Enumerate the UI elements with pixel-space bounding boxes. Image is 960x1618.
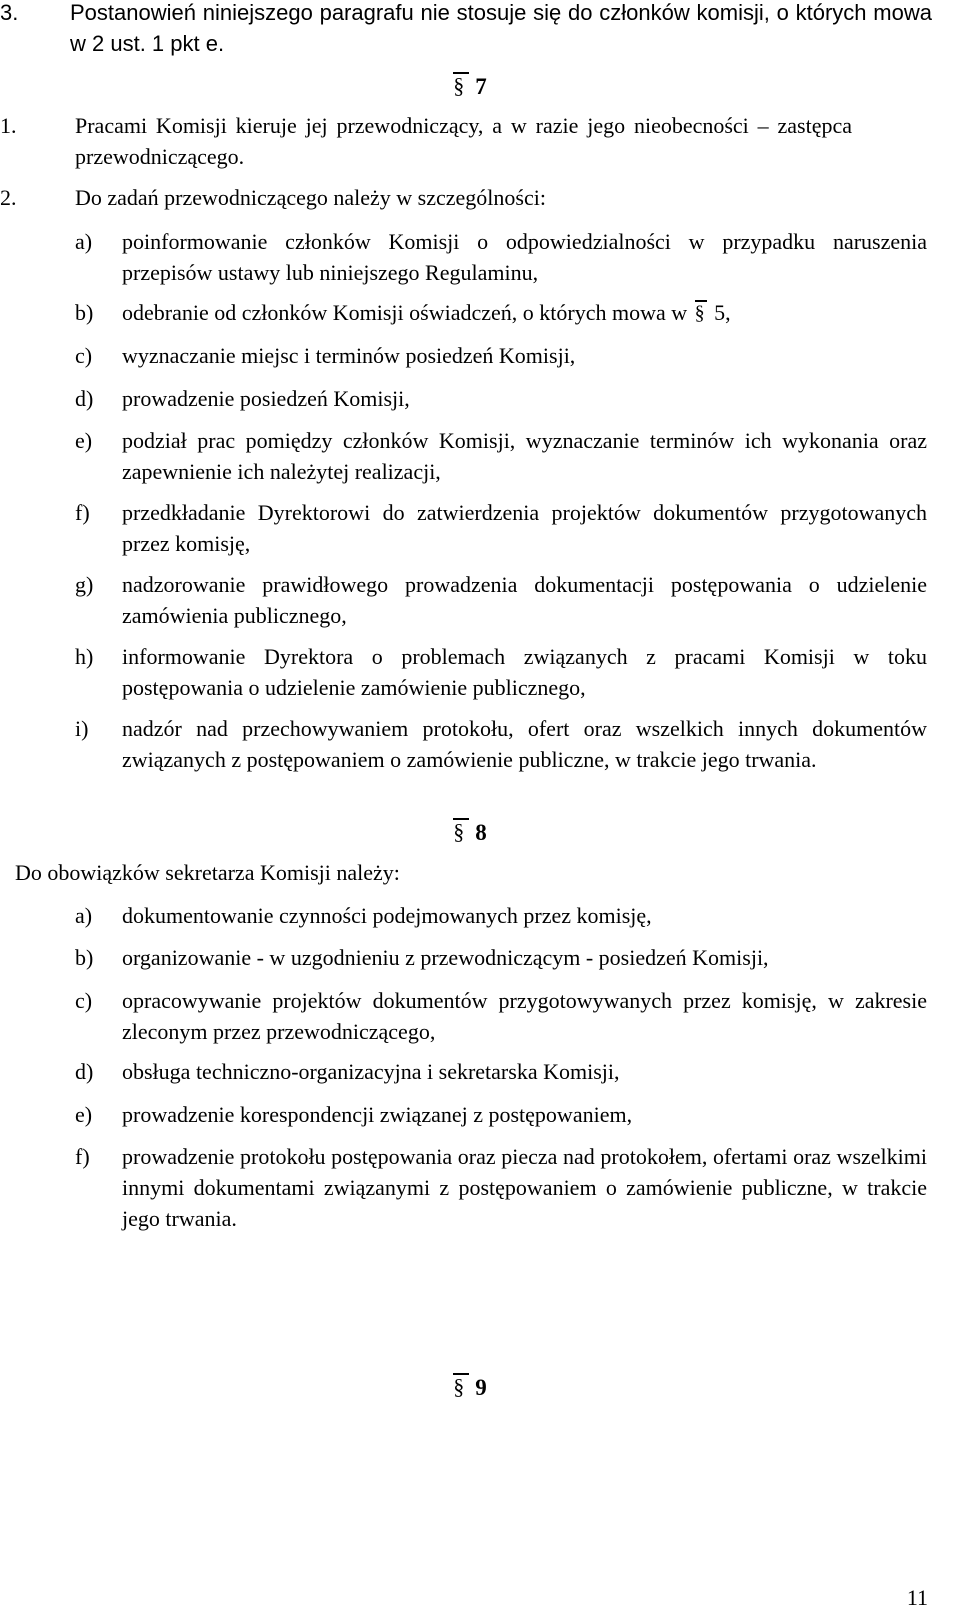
list-item [75,1099,927,1130]
list-item [75,226,927,288]
point-text: Do zadań przewodniczącego należy w szczególności: [75,185,546,210]
list-item [75,1141,927,1234]
item-text: prowadzenie protokołu postępowania oraz piecza nad protokołem, ofertami oraz wszelkimi innymi dokumentami związanymi z postępowaniem o zamówienie publiczne, w trakcie jego trwania. [122,1144,927,1231]
item-label: c) [75,988,93,1013]
point-1 [0,110,852,172]
point-text: Postanowień niniejszego paragrafu nie stosuje się do członków komisji, o których mowa w 2 ust. 1 pkt e. [70,0,932,56]
item-text: prowadzenie korespondencji związanej z postępowaniem, [122,1102,633,1127]
item-label: f) [75,1144,90,1169]
paragraph-icon [453,818,469,846]
item-label: e) [75,428,93,453]
list-item [75,383,927,414]
item-label: b) [75,300,94,325]
item-label: d) [75,1059,94,1084]
section-number: 8 [475,820,487,845]
section-intro: Do obowiązków sekretarza Komisji należy: [15,860,400,885]
paragraph-icon [695,300,707,324]
list-item [75,985,927,1047]
item-label: g) [75,572,94,597]
list-item [75,340,927,371]
list-item [75,713,927,775]
item-text: nadzorowanie prawidłowego prowadzenia dokumentacji postępowania o udzielenie zamówienia publicznego, [122,572,927,628]
section-heading-7 [440,72,500,101]
section-heading-9 [440,1373,500,1402]
item-text-part: 5, [714,300,731,325]
item-text: przedkładanie Dyrektorowi do zatwierdzenia projektów dokumentów przygotowanych przez komisję, [122,500,927,556]
item-text: wyznaczanie miejsc i terminów posiedzeń Komisji, [122,343,576,368]
list-item [75,425,927,487]
item-text: organizowanie - w uzgodnieniu z przewodniczącym - posiedzeń Komisji, [122,945,769,970]
list-item [75,569,927,631]
item-text: podział prac pomiędzy członków Komisji, wyznaczanie terminów ich wykonania oraz zapewnienie ich należytej realizacji, [122,428,927,484]
item-label: e) [75,1102,93,1127]
list-item [75,1056,927,1087]
list-item [75,942,927,973]
item-label: d) [75,386,94,411]
item-label: a) [75,229,93,254]
section-heading-8 [440,818,500,847]
item-text-part: odebranie od członków Komisji oświadczeń, o których mowa w [122,300,688,325]
list-item [75,497,927,559]
point-number: 1. [0,113,17,138]
point-number: 3. [0,0,19,25]
item-text: prowadzenie posiedzeń Komisji, [122,386,410,411]
point-3 [0,0,932,59]
point-2 [0,182,852,213]
point-number: 2. [0,185,17,210]
item-label: c) [75,343,93,368]
item-label: h) [75,644,94,669]
page-number: 11 [906,1585,928,1610]
item-text: informowanie Dyrektora o problemach związanych z pracami Komisji w toku postępowania o udzielenie zamówienie publicznego, [122,644,927,700]
item-text: nadzór nad przechowywaniem protokołu, ofert oraz wszelkich innych dokumentów związanych z postępowaniem o zamówienie publiczne, w trakcie jego trwania. [122,716,927,772]
list-item [75,297,927,328]
point-text: Pracami Komisji kieruje jej przewodniczący, a w razie jego nieobecności – zastępca przewodniczącego. [75,113,852,169]
item-label: b) [75,945,94,970]
section-number: 7 [475,74,487,99]
item-text: poinformowanie członków Komisji o odpowiedzialności w przypadku naruszenia przepisów ustawy lub niniejszego Regulaminu, [122,229,927,285]
paragraph-icon [453,72,469,100]
item-text: opracowywanie projektów dokumentów przygotowywanych przez komisję, w zakresie zleconym przez przewodniczącego, [122,988,927,1044]
item-text [122,297,927,328]
item-text: obsługa techniczno-organizacyjna i sekretarska Komisji, [122,1059,620,1084]
item-label: i) [75,716,89,741]
item-text: dokumentowanie czynności podejmowanych przez komisję, [122,903,652,928]
list-item [75,900,927,931]
paragraph-icon [453,1373,469,1401]
item-label: f) [75,500,90,525]
item-label: a) [75,903,93,928]
section-number: 9 [475,1375,487,1400]
list-item [75,641,927,703]
